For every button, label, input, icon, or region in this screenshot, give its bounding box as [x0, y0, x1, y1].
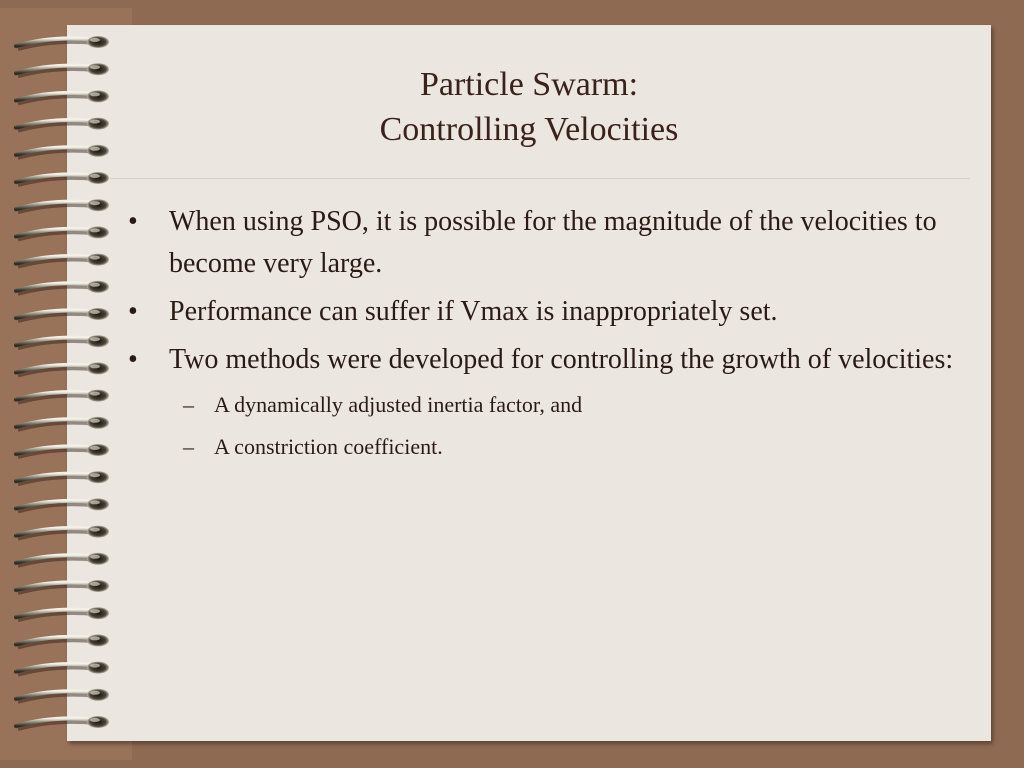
bullet-icon: • [128, 296, 138, 327]
slide-title [67, 62, 991, 152]
bullet-text: When using PSO, it is possible for the magnitude of the velocities to become very large. [169, 206, 937, 279]
binder-ring [16, 553, 109, 566]
binder-ring [16, 716, 109, 729]
bullet-item [128, 291, 958, 333]
slide-body [128, 201, 958, 475]
title-divider [110, 178, 970, 179]
binder-ring [16, 362, 109, 375]
dash-icon: – [183, 392, 194, 417]
binder-ring [16, 471, 109, 484]
binder-ring [16, 607, 109, 620]
binder-ring [16, 226, 109, 239]
binder-ring [16, 498, 109, 511]
binder-ring [16, 689, 109, 702]
bullet-icon: • [128, 206, 138, 237]
binder-ring [16, 526, 109, 539]
binder-ring [16, 634, 109, 647]
binder-ring [16, 580, 109, 593]
binder-ring [16, 390, 109, 403]
binder-ring [16, 254, 109, 267]
sub-bullet-text: A constriction coefficient. [214, 434, 443, 459]
binder-ring [16, 199, 109, 212]
sub-bullet-item [128, 391, 958, 419]
binder-ring [16, 281, 109, 294]
bullet-icon: • [128, 344, 138, 375]
binder-ring [16, 308, 109, 321]
bullet-text: Performance can suffer if Vmax is inappropriately set. [169, 296, 778, 327]
sub-bullet-item [128, 433, 958, 461]
sub-bullet-text: A dynamically adjusted inertia factor, and [214, 392, 583, 417]
binder-ring [16, 172, 109, 185]
title-line-2: Controlling Velocities [379, 111, 679, 148]
binder-ring [16, 444, 109, 457]
binder-ring [16, 662, 109, 675]
dash-icon: – [183, 434, 194, 459]
title-line-1: Particle Swarm: [419, 66, 639, 103]
binder-ring [16, 417, 109, 430]
bullet-item [128, 201, 958, 285]
binder-ring [16, 36, 109, 49]
sub-bullet-list [128, 391, 958, 461]
bullet-item [128, 339, 958, 381]
bullet-text: Two methods were developed for controlling the growth of velocities: [169, 344, 954, 375]
binder-ring [16, 335, 109, 348]
